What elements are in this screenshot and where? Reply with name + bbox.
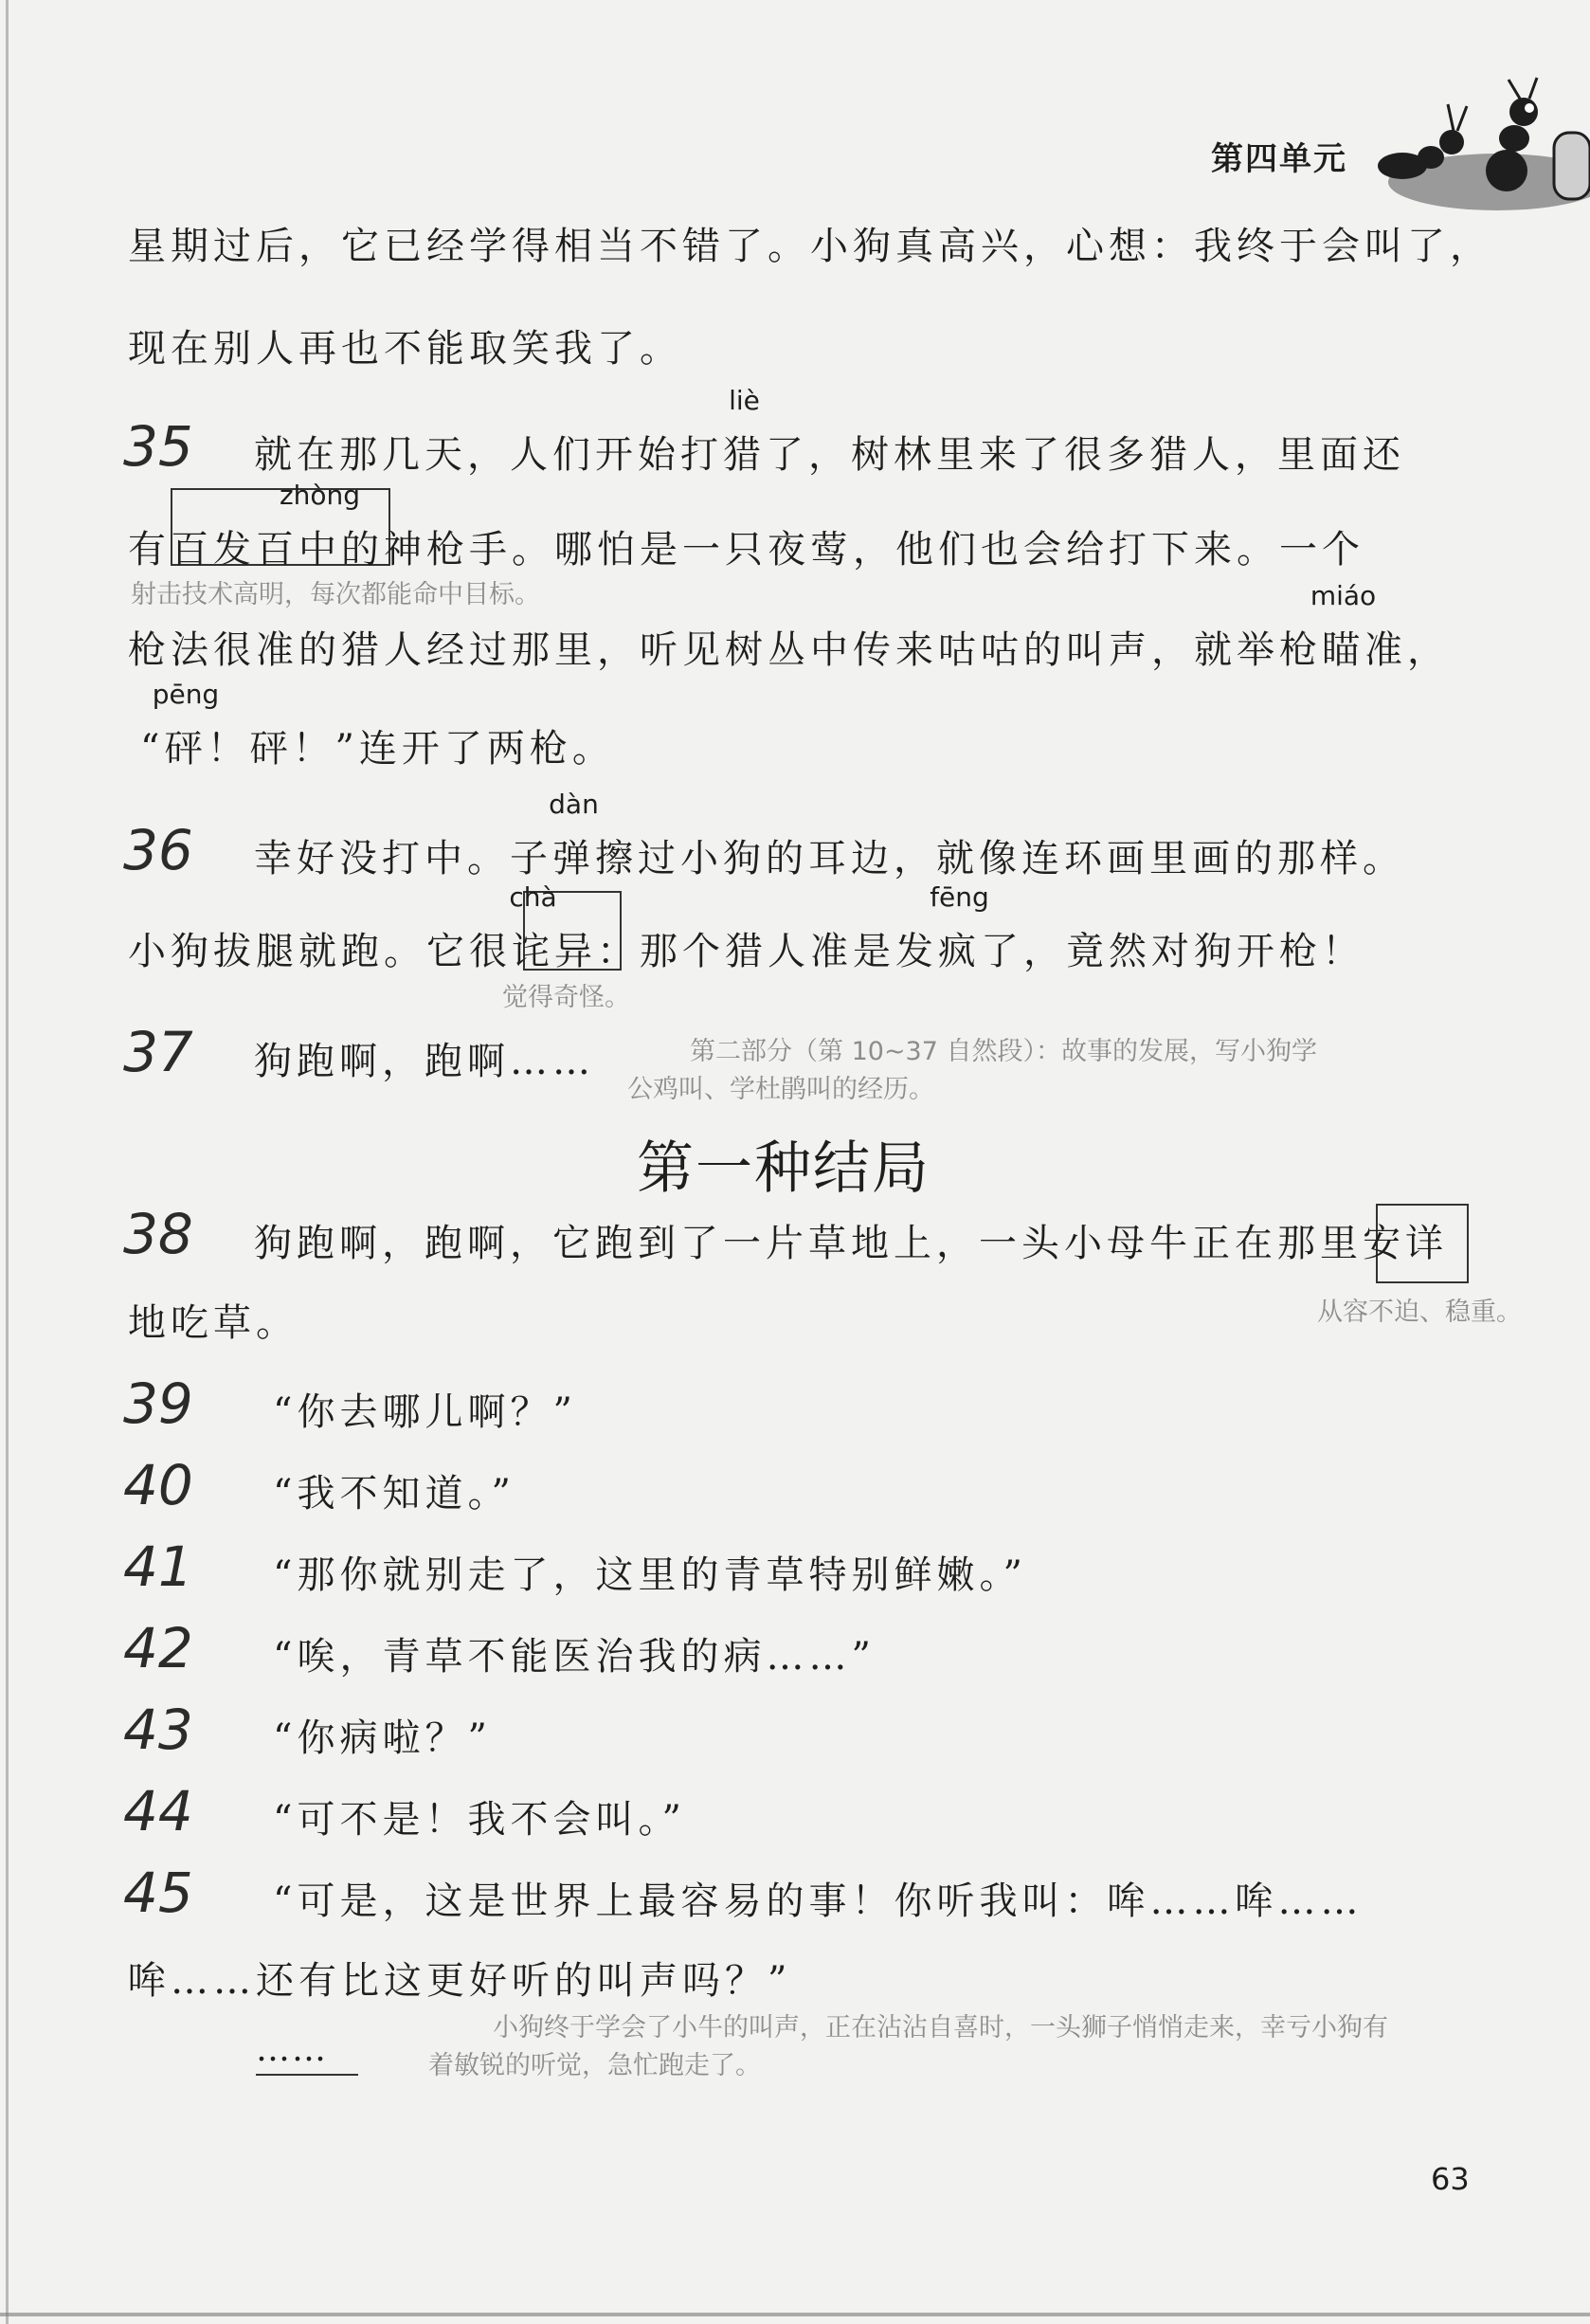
text-segment: 准， [1364,628,1450,672]
vocab-gloss: 射击技术高明，每次都能命中目标。 [131,580,540,609]
text-segment: 小狗拔腿就跑。它很 [128,930,512,973]
text-segment: 狗跑啊，跑啊，它跑到了一片草地上，一头小母牛正在那里 [254,1222,1363,1265]
annotation-line: 公鸡叫、学杜鹃叫的经历。 [627,1075,934,1104]
text-segment: ！砰！”连开了两枪。 [207,727,615,771]
ants-illustration-icon [1364,76,1590,218]
dialogue-line: “可不是！我不会叫。” [273,1798,686,1842]
p35-line-1 [254,385,1405,479]
word-with-pinyin [279,480,361,573]
annotation-line: 小狗终于学会了小牛的叫声，正在沾沾自喜时，一头狮子悄悄走来，幸亏小狗有 [493,2013,1388,2043]
character: 异 [554,930,597,973]
text-segment: 了，树林里来了很多猎人，里面还 [766,433,1405,477]
paragraph-number: 37 [123,1020,193,1084]
p35-line-4 [140,679,615,772]
dialogue-line: “唉，青草不能医治我的病……” [273,1635,876,1679]
word-with-pinyin [930,881,989,975]
dialogue-line: “那你就别走了，这里的青草特别鲜嫩。” [273,1553,1027,1597]
p35-line-2 [128,480,1364,573]
section-annotation [627,1033,1317,1109]
paragraph-number: 36 [123,818,193,882]
dialogue-line: “你去哪儿啊？” [273,1390,577,1434]
p38-line-2: 地吃草。 [128,1301,298,1345]
text-segment: 擦过小狗的耳边，就像连环画里画的那样。 [595,837,1405,881]
text-segment: 幸好没打中。子 [254,837,552,881]
word-with-pinyin [723,385,766,479]
pinyin: zhòng [279,480,361,511]
word-with-pinyin [152,679,220,772]
intro-line-2: 现在别人再也不能取笑我了。 [128,327,682,371]
character: 猎 [723,433,766,477]
vocab-gloss: 觉得奇怪。 [502,983,630,1012]
page-left-edge [6,0,9,2324]
character: 诧 [512,930,554,973]
paragraph-number: 41 [123,1534,193,1599]
annotation-line: 第二部分（第 10~37 自然段）：故事的发展，写小狗学 [690,1037,1317,1066]
pinyin: fēng [930,881,989,913]
paragraph-number: 40 [123,1453,193,1517]
text-segment: ：那个猎人准是发 [597,930,938,973]
paragraph-number: 38 [123,1202,193,1266]
character: 瞄 [1322,628,1364,672]
summary-annotation [428,2009,1388,2085]
word-with-pinyin [1310,580,1377,674]
pinyin: pēng [152,679,220,710]
text-segment: 的神枪手。哪怕是一只夜莺，他们也会给打下来。一个 [341,528,1364,572]
page-number: 63 [1431,2161,1470,2197]
intro-line-1: 星期过后，它已经学得相当不错了。小狗真高兴，心想：我终于会叫了， [128,225,1492,268]
character: 砰 [164,727,208,771]
word-with-pinyin [549,789,599,882]
annotation-line: 着敏锐的听觉，急忙跑走了。 [428,2051,761,2080]
character: 疯 [938,930,981,973]
character: 弹 [552,837,595,881]
p38-line-1 [254,1213,1448,1267]
paragraph-number: 43 [123,1698,193,1762]
page-bottom-edge [0,2313,1590,2316]
dialogue-line: “你病啦？” [273,1716,492,1760]
dialogue-line: “我不知道。” [273,1472,515,1516]
ellipsis-underline [256,2074,358,2076]
word-with-pinyin [509,881,557,975]
boxed-word: 安详 [1363,1222,1448,1265]
paragraph-number: 35 [123,414,193,479]
paragraph-number: 39 [123,1371,193,1436]
text-segment: 就在那几天，人们开始打 [254,433,723,477]
text-segment: “ [140,727,165,771]
p45-line-2: 哞……还有比这更好听的叫声吗？” [128,1959,792,2003]
p37-text: 狗跑啊，跑啊…… [254,1040,595,1083]
pinyin: chà [509,881,557,913]
paragraph-number: 44 [123,1779,193,1843]
pinyin: liè [729,385,760,416]
character: 中 [298,528,341,572]
vocab-gloss: 从容不迫、稳重。 [1317,1298,1522,1327]
p45-line-1: “可是，这是世界上最容易的事！你听我叫：哞……哞…… [273,1879,1364,1923]
text-segment: 了，竟然对狗开枪！ [981,930,1364,973]
p36-line-2 [128,881,1364,975]
section-heading: 第一种结局 [637,1135,931,1202]
text-segment: 枪法很准的猎人经过那里，听见树丛中传来咕咕的叫声，就举枪 [128,628,1322,672]
text-segment: 有 [128,528,171,572]
unit-label: 第四单元 [1211,140,1347,178]
p36-line-1 [254,789,1405,882]
omission-ellipsis: …… [256,2030,328,2069]
paragraph-number: 45 [123,1861,193,1925]
boxed-idiom: 百发百 [171,528,298,572]
paragraph-number: 42 [123,1616,193,1680]
pinyin: dàn [549,789,599,820]
pinyin: miáo [1310,580,1377,611]
